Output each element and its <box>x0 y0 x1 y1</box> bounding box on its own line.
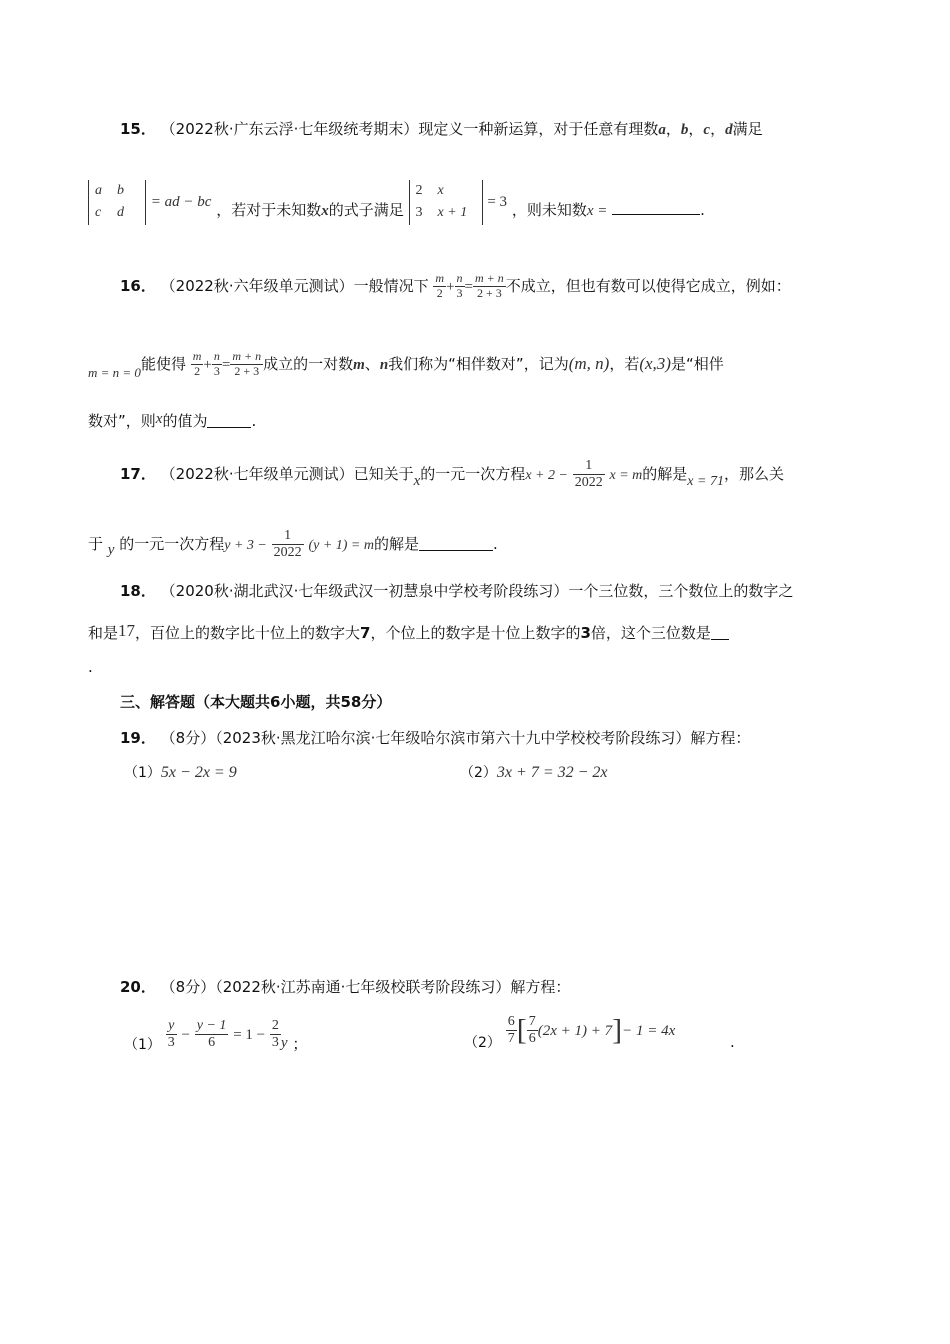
q15-line2 <box>88 180 705 225</box>
var-b: b <box>680 122 689 138</box>
q15-text5: ，则未知数 <box>511 200 587 219</box>
q16-text7: 是“相伴 <box>670 354 724 373</box>
answer-blank[interactable] <box>207 413 251 428</box>
equation-right: x = m <box>609 468 643 484</box>
x-equals: x = <box>586 202 608 219</box>
section-mid: 小题，共 <box>280 693 341 711</box>
q18-line3 <box>88 660 93 675</box>
q17-text4: ，那么关 <box>723 465 784 484</box>
pair-m-n: (m, n) <box>568 353 610 373</box>
var-a: a <box>658 122 666 138</box>
m-n-zero: m = n = 0 <box>88 364 141 380</box>
numerator: 7 <box>527 1014 538 1031</box>
equation-left: x + 2 − <box>525 468 568 484</box>
numerator: m + n <box>475 271 504 285</box>
numerator: 1 <box>272 528 304 545</box>
denominator: 6 <box>208 1035 216 1051</box>
q15-text4: 的式子满足 <box>328 200 404 219</box>
answer-blank[interactable] <box>612 200 700 215</box>
det2-d: x + 1 <box>437 205 468 221</box>
var-x: x <box>155 411 163 427</box>
var-y: y <box>280 1035 288 1052</box>
denominator: 2022 <box>574 475 603 491</box>
part-label: （1） <box>124 765 161 781</box>
plus: + <box>203 356 212 373</box>
fraction-2-over-3 <box>270 1018 281 1051</box>
q20-source: （2022秋·江苏南通·七年级校联考阶段练习） <box>215 978 511 996</box>
q15-text3: ，若对于未知数 <box>216 200 322 219</box>
q18-text1: 一个三位数，三个数位上的数字之 <box>568 582 794 600</box>
fraction-7-over-6 <box>527 1014 538 1047</box>
number-17: 17 <box>118 621 136 640</box>
numerator: 2 <box>270 1018 281 1035</box>
q16-line3 <box>88 412 256 429</box>
number-3: 3 <box>580 624 591 642</box>
q18-text2b: ，百位上的数字比十位上的数字大 <box>135 624 361 642</box>
q17-text6: 的一元一次方程 <box>119 535 225 554</box>
fraction-sum <box>230 350 263 379</box>
q16-number: 16． <box>120 276 156 295</box>
det-c: c <box>95 205 102 221</box>
var-x: x <box>413 473 421 490</box>
solution: x = 71 <box>687 474 724 490</box>
q20-score: （8分） <box>160 978 216 996</box>
q19-score: （8分） <box>160 729 216 747</box>
fraction-y-minus-1-over-6 <box>195 1018 229 1051</box>
q18-number: 18． <box>120 582 156 600</box>
fraction-sum <box>473 272 506 301</box>
section-heading <box>120 695 391 710</box>
denominator: 3 <box>271 1035 279 1051</box>
denominator: 3 <box>167 1035 175 1051</box>
period: . <box>88 658 93 676</box>
q19-part2 <box>460 765 608 781</box>
fraction-n-over-3 <box>455 272 465 301</box>
comma: ， <box>710 120 726 138</box>
q15-text1: 现定义一种新运算，对于任意有理数 <box>418 120 659 138</box>
q19-task: 解方程： <box>690 729 751 747</box>
numerator: n <box>456 271 463 285</box>
plus: + <box>446 278 455 295</box>
numerator: m <box>192 349 202 363</box>
denominator: 2 <box>194 363 201 378</box>
det-d: d <box>117 205 124 221</box>
period: . <box>251 412 257 430</box>
q17-line1 <box>120 458 784 491</box>
q20-task: 解方程： <box>510 978 571 996</box>
q16-text8: 数对”，则 <box>88 412 156 430</box>
q17-text2: 的一元一次方程 <box>420 465 526 484</box>
var-d: d <box>725 122 733 138</box>
q18-line2 <box>88 622 729 641</box>
q15-number: 15． <box>120 120 156 138</box>
equation-rest: − 1 = 4x <box>622 1023 676 1040</box>
inner-expression: (2x + 1) + 7 <box>537 1023 613 1040</box>
equation: 3x + 7 = 32 − 2x <box>496 764 608 781</box>
denominator: 2 <box>436 285 443 300</box>
var-m: m <box>353 356 365 373</box>
det-b: b <box>117 183 124 198</box>
q19-part1 <box>124 765 237 781</box>
separator: 、 <box>364 354 380 373</box>
q18-text2a: 和是 <box>88 624 119 642</box>
fraction-6-over-7 <box>506 1014 517 1047</box>
q16-text2: 不成立，但也有数可以使得它成立，例如： <box>505 276 791 295</box>
var-c: c <box>703 122 711 138</box>
fraction-1-over-2022 <box>272 528 304 561</box>
q16-text4: 成立的一对数 <box>263 354 354 373</box>
q20-part1 <box>124 1018 307 1052</box>
numerator: m <box>435 271 445 285</box>
part-label: （2） <box>460 765 497 781</box>
q16-line1 <box>120 272 791 301</box>
q16-text1: 一般情况下 <box>353 276 429 295</box>
det-rhs: = ad − bc <box>150 193 212 210</box>
denominator: 3 <box>456 285 463 300</box>
equation: 5x − 2x = 9 <box>160 764 237 781</box>
equation-right: (y + 1) = m <box>308 538 374 554</box>
period: . <box>493 535 498 554</box>
q16-text6: ，若 <box>609 354 640 373</box>
q17-text5: 于 <box>88 535 104 554</box>
fraction-m-over-2 <box>191 350 204 379</box>
det-a: a <box>95 183 102 198</box>
q17-text1: 已知关于 <box>353 465 414 484</box>
question-count: 6 <box>270 693 281 711</box>
numerator: n <box>213 349 220 363</box>
equation-left: y + 3 − <box>224 538 267 554</box>
equals: = <box>221 356 231 373</box>
q19-number: 19． <box>120 729 156 747</box>
q19-line1 <box>120 731 750 746</box>
q16-text9: 的值为 <box>162 412 208 430</box>
q17-number: 17． <box>120 465 156 484</box>
q17-text7: 的解是 <box>373 535 419 554</box>
equals: = <box>464 278 474 295</box>
q18-source: （2020秋·湖北武汉·七年级武汉一初慧泉中学校考阶段练习） <box>160 582 569 600</box>
part-label: （1） <box>124 1037 161 1054</box>
right-bracket: ] <box>612 1013 623 1047</box>
q15-text2: 满足 <box>732 120 763 138</box>
period: . <box>700 200 705 219</box>
pair-x-3: (x,3) <box>639 353 671 373</box>
q18-text2c: ，个位上的数字是十位上数字的 <box>370 624 581 642</box>
denominator: 2 + 3 <box>234 363 260 378</box>
q16-text3: 能使得 <box>140 354 186 373</box>
var-y: y <box>107 542 115 559</box>
part-label: （2） <box>464 1035 501 1052</box>
q18-text2d: 倍，这个三位数是 <box>590 624 711 642</box>
fraction-1-over-2022 <box>573 458 605 491</box>
total-score: 58 <box>340 693 362 711</box>
det2-b: x <box>437 183 444 198</box>
numerator: y <box>166 1018 177 1035</box>
q16-source: （2022秋·六年级单元测试） <box>160 276 354 295</box>
comma: ， <box>665 120 681 138</box>
numerator: y − 1 <box>195 1018 229 1035</box>
fraction-y-over-3 <box>166 1018 177 1051</box>
q20-line1 <box>120 980 570 995</box>
left-bracket: [ <box>516 1013 527 1047</box>
section-end: 分） <box>361 693 392 711</box>
denominator: 6 <box>528 1031 536 1047</box>
var-n: n <box>379 356 389 373</box>
q18-line1 <box>120 584 793 599</box>
q16-text5: 我们称为“相伴数对”，记为 <box>388 354 569 373</box>
q19-source: （2023秋·黑龙江哈尔滨·七年级哈尔滨市第六十九中学校校考阶段练习） <box>215 729 691 747</box>
denominator: 7 <box>507 1031 515 1047</box>
q20-number: 20． <box>120 978 156 996</box>
denominator: 2 + 3 <box>477 285 502 300</box>
q17-line2 <box>88 528 498 561</box>
numerator: 6 <box>506 1014 517 1031</box>
comma: ， <box>688 120 704 138</box>
fraction-n-over-3 <box>212 350 222 379</box>
det2-a: 2 <box>415 183 423 198</box>
q16-line2 <box>88 350 724 379</box>
q20-part2 <box>464 1014 735 1050</box>
answer-blank[interactable] <box>419 536 493 551</box>
denominator: 2022 <box>273 545 302 561</box>
answer-blank[interactable] <box>711 625 729 640</box>
det2-c: 3 <box>415 205 423 221</box>
q15-source: （2022秋·广东云浮·七年级统考期末） <box>160 120 419 138</box>
numerator: m + n <box>232 349 262 363</box>
var-x: x <box>321 202 329 219</box>
determinant-equation <box>409 180 483 225</box>
q15-line1 <box>120 122 763 138</box>
semicolon: ； <box>292 1035 308 1054</box>
fraction-m-over-2 <box>433 272 446 301</box>
minus: − <box>181 1027 190 1044</box>
period: . <box>730 1033 735 1052</box>
det2-rhs: = 3 <box>487 193 508 210</box>
numerator: 1 <box>573 458 605 475</box>
determinant-definition <box>88 180 146 225</box>
q17-source: （2022秋·七年级单元测试） <box>160 465 354 484</box>
denominator: 3 <box>213 363 220 378</box>
q17-text3: 的解是 <box>642 465 688 484</box>
number-7: 7 <box>360 624 371 642</box>
section-title: 三、解答题（本大题共 <box>120 693 271 711</box>
equation-mid: = 1 − <box>233 1027 266 1044</box>
